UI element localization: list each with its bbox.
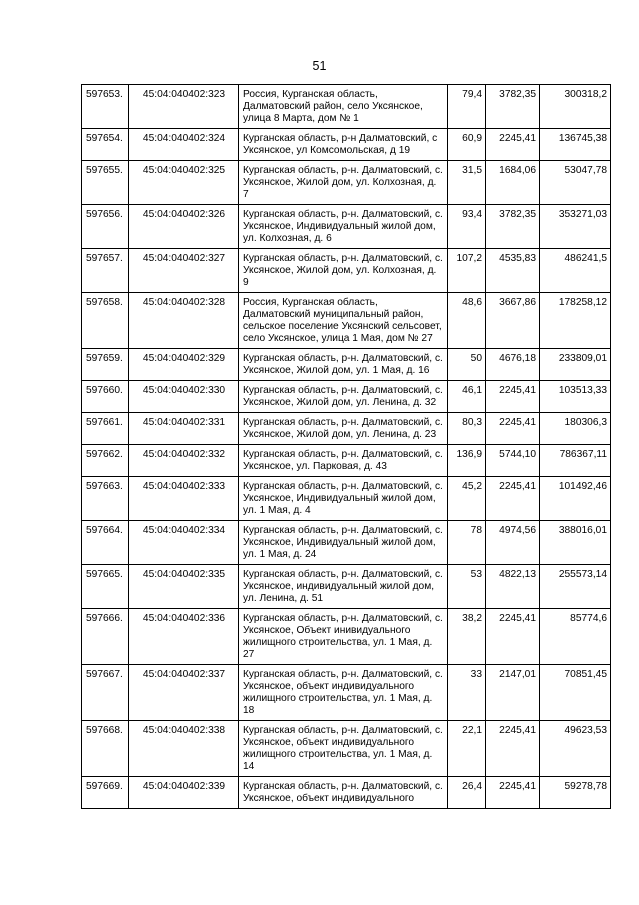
table-row [82, 85, 611, 129]
cadastral-value-cell: 85774,6 [540, 609, 611, 665]
address-cell: Курганская область, р-н. Далматовский, с. Уксянское, Индивидуальный жилой дом, ул. 1 Мая, д. 24 [239, 521, 448, 565]
cadastral-number-cell: 45:04:040402:331 [129, 413, 239, 445]
cadastral-number-cell: 45:04:040402:323 [129, 85, 239, 129]
table-row [82, 381, 611, 413]
table-row [82, 565, 611, 609]
cadastral-value-cell: 388016,01 [540, 521, 611, 565]
address-cell: Курганская область, р-н. Далматовский, с. Уксянское, объект индивидуального жилищного строительства, ул. 1 Мая, д. 18 [239, 665, 448, 721]
row-number-cell: 597659. [82, 349, 129, 381]
address-cell: Курганская область, р-н. Далматовский, с. Уксянское, Индивидуальный жилой дом, ул. 1 Мая, д. 4 [239, 477, 448, 521]
table-row [82, 721, 611, 777]
area-cell: 78 [448, 521, 486, 565]
address-cell: Курганская область, р-н. Далматовский, с. Уксянское, Жилой дом, ул. Ленина, д. 23 [239, 413, 448, 445]
table-row [82, 161, 611, 205]
unit-price-cell: 2245,41 [486, 609, 540, 665]
cadastral-value-cell: 486241,5 [540, 249, 611, 293]
cadastral-number-cell: 45:04:040402:329 [129, 349, 239, 381]
cadastral-value-cell: 255573,14 [540, 565, 611, 609]
cadastral-value-cell: 300318,2 [540, 85, 611, 129]
table-row [82, 349, 611, 381]
cadastral-number-cell: 45:04:040402:327 [129, 249, 239, 293]
address-cell: Курганская область, р-н. Далматовский, с. Уксянское, Жилой дом, ул. 1 Мая, д. 16 [239, 349, 448, 381]
cadastral-number-cell: 45:04:040402:337 [129, 665, 239, 721]
address-cell: Курганская область, р-н. Далматовский, с. Уксянское, Объект инивидуального жилищного строительства, ул. 1 Мая, д. 27 [239, 609, 448, 665]
cadastral-number-cell: 45:04:040402:330 [129, 381, 239, 413]
cadastral-value-cell: 178258,12 [540, 293, 611, 349]
address-cell: Курганская область, р-н. Далматовский, с. Уксянское, Жилой дом, ул. Ленина, д. 32 [239, 381, 448, 413]
area-cell: 38,2 [448, 609, 486, 665]
unit-price-cell: 2147,01 [486, 665, 540, 721]
address-cell: Россия, Курганская область, Далматовский район, село Уксянское, улица 8 Марта, дом № 1 [239, 85, 448, 129]
unit-price-cell: 3667,86 [486, 293, 540, 349]
cadastral-number-cell: 45:04:040402:338 [129, 721, 239, 777]
table-row [82, 293, 611, 349]
cadastral-value-cell: 103513,33 [540, 381, 611, 413]
cadastral-value-cell: 233809,01 [540, 349, 611, 381]
address-cell: Курганская область, р-н. Далматовский, с. Уксянское, объект индивидуального [239, 777, 448, 809]
cadastral-number-cell: 45:04:040402:334 [129, 521, 239, 565]
area-cell: 50 [448, 349, 486, 381]
area-cell: 79,4 [448, 85, 486, 129]
row-number-cell: 597653. [82, 85, 129, 129]
area-cell: 60,9 [448, 129, 486, 161]
row-number-cell: 597666. [82, 609, 129, 665]
address-cell: Курганская область, р-н. Далматовский, с. Уксянское, Жилой дом, ул. Колхозная, д. 9 [239, 249, 448, 293]
cadastral-number-cell: 45:04:040402:328 [129, 293, 239, 349]
registry-table-body [82, 85, 611, 809]
area-cell: 80,3 [448, 413, 486, 445]
unit-price-cell: 2245,41 [486, 477, 540, 521]
row-number-cell: 597655. [82, 161, 129, 205]
unit-price-cell: 4676,18 [486, 349, 540, 381]
unit-price-cell: 2245,41 [486, 721, 540, 777]
table-row [82, 777, 611, 809]
table-row [82, 609, 611, 665]
table-row [82, 129, 611, 161]
area-cell: 46,1 [448, 381, 486, 413]
cadastral-value-cell: 136745,38 [540, 129, 611, 161]
row-number-cell: 597668. [82, 721, 129, 777]
address-cell: Курганская область, р-н. Далматовский, с. Уксянское, объект индивидуального жилищного строительства, ул. 1 Мая, д. 14 [239, 721, 448, 777]
registry-table [81, 84, 611, 809]
unit-price-cell: 2245,41 [486, 777, 540, 809]
unit-price-cell: 4974,56 [486, 521, 540, 565]
address-cell: Курганская область, р-н. Далматовский, с. Уксянское, ул. Парковая, д. 43 [239, 445, 448, 477]
unit-price-cell: 1684,06 [486, 161, 540, 205]
table-row [82, 413, 611, 445]
cadastral-value-cell: 49623,53 [540, 721, 611, 777]
unit-price-cell: 4535,83 [486, 249, 540, 293]
unit-price-cell: 3782,35 [486, 85, 540, 129]
table-row [82, 249, 611, 293]
unit-price-cell: 4822,13 [486, 565, 540, 609]
cadastral-number-cell: 45:04:040402:335 [129, 565, 239, 609]
row-number-cell: 597663. [82, 477, 129, 521]
row-number-cell: 597656. [82, 205, 129, 249]
cadastral-value-cell: 786367,11 [540, 445, 611, 477]
row-number-cell: 597661. [82, 413, 129, 445]
row-number-cell: 597667. [82, 665, 129, 721]
cadastral-value-cell: 180306,3 [540, 413, 611, 445]
cadastral-value-cell: 59278,78 [540, 777, 611, 809]
area-cell: 107,2 [448, 249, 486, 293]
table-row [82, 445, 611, 477]
row-number-cell: 597664. [82, 521, 129, 565]
table-row [82, 665, 611, 721]
row-number-cell: 597665. [82, 565, 129, 609]
area-cell: 93,4 [448, 205, 486, 249]
cadastral-number-cell: 45:04:040402:339 [129, 777, 239, 809]
area-cell: 45,2 [448, 477, 486, 521]
table-row [82, 521, 611, 565]
area-cell: 26,4 [448, 777, 486, 809]
address-cell: Курганская область, р-н. Далматовский, с. Уксянское, Индивидуальный жилой дом, ул. Колхозная, д. 6 [239, 205, 448, 249]
cadastral-number-cell: 45:04:040402:325 [129, 161, 239, 205]
address-cell: Россия, Курганская область, Далматовский муниципальный район, сельское поселение Уксянский сельсовет, село Уксянское, улица 1 Мая, дом № 27 [239, 293, 448, 349]
row-number-cell: 597669. [82, 777, 129, 809]
row-number-cell: 597662. [82, 445, 129, 477]
page-number: 51 [312, 59, 327, 73]
cadastral-number-cell: 45:04:040402:333 [129, 477, 239, 521]
cadastral-number-cell: 45:04:040402:336 [129, 609, 239, 665]
area-cell: 22,1 [448, 721, 486, 777]
area-cell: 33 [448, 665, 486, 721]
row-number-cell: 597658. [82, 293, 129, 349]
cadastral-number-cell: 45:04:040402:332 [129, 445, 239, 477]
cadastral-number-cell: 45:04:040402:326 [129, 205, 239, 249]
row-number-cell: 597660. [82, 381, 129, 413]
unit-price-cell: 2245,41 [486, 413, 540, 445]
cadastral-value-cell: 53047,78 [540, 161, 611, 205]
address-cell: Курганская область, р-н. Далматовский, с. Уксянское, индивидуальный жилой дом, ул. Ленина, д. 51 [239, 565, 448, 609]
area-cell: 136,9 [448, 445, 486, 477]
address-cell: Курганская область, р-н. Далматовский, с. Уксянское, Жилой дом, ул. Колхозная, д. 7 [239, 161, 448, 205]
area-cell: 53 [448, 565, 486, 609]
cadastral-value-cell: 101492,46 [540, 477, 611, 521]
row-number-cell: 597657. [82, 249, 129, 293]
unit-price-cell: 5744,10 [486, 445, 540, 477]
cadastral-value-cell: 353271,03 [540, 205, 611, 249]
address-cell: Курганская область, р-н Далматовский, с Уксянское, ул Комсомольская, д 19 [239, 129, 448, 161]
area-cell: 48,6 [448, 293, 486, 349]
table-row [82, 477, 611, 521]
unit-price-cell: 3782,35 [486, 205, 540, 249]
area-cell: 31,5 [448, 161, 486, 205]
cadastral-value-cell: 70851,45 [540, 665, 611, 721]
cadastral-number-cell: 45:04:040402:324 [129, 129, 239, 161]
unit-price-cell: 2245,41 [486, 381, 540, 413]
table-row [82, 205, 611, 249]
row-number-cell: 597654. [82, 129, 129, 161]
unit-price-cell: 2245,41 [486, 129, 540, 161]
